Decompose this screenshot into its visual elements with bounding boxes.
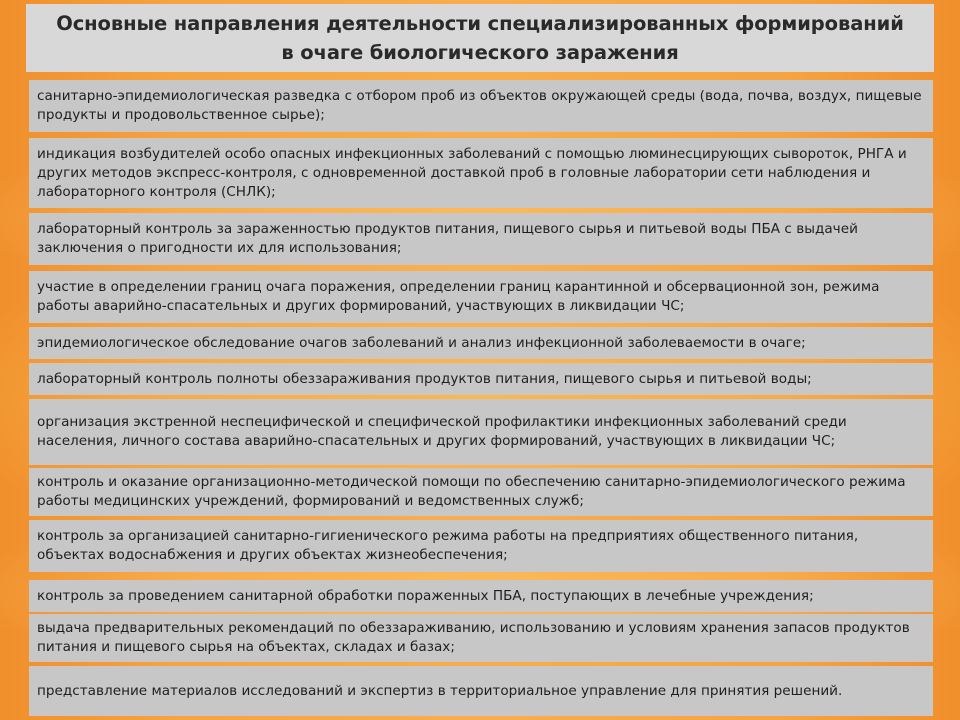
list-item-12 [29, 666, 933, 716]
list-item-1-text: санитарно-эпидемиологическая разведка с отбором проб из объектов окружающей среды (вода, почва, воздух, пищевые продукты и продовольственное сырье); [37, 88, 922, 123]
list-item-6-text: лабораторный контроль полноты обеззараживания продуктов питания, пищевого сырья и питьевой воды; [37, 370, 812, 387]
list-item-8-text: контроль и оказание организационно-методической помощи по обеспечению санитарно-эпидемиологического режима работы медицинских учреждений, формирований и ведомственных служб; [37, 474, 906, 509]
list-item-7 [29, 399, 933, 465]
list-item-2-text: индикация возбудителей особо опасных инфекционных заболеваний с помощью люминесцирующих сывороток, РНГА и других методов экспресс-контроля, с одновременной доставкой проб в головные лаборатории сети наблюдения и лабораторного контроля (СНЛК); [37, 145, 907, 200]
list-item-11 [29, 614, 933, 662]
list-item-2 [29, 138, 933, 208]
slide-title-line-1: Основные направления деятельности специализированных формирований [56, 12, 904, 35]
list-item-9-text: контроль за организацией санитарно-гигиенического режима работы на предприятиях общественного питания, объектах водоснабжения и других объектах жизнеобеспечения; [37, 528, 859, 563]
list-item-1 [29, 80, 933, 132]
list-item-7-text: организация экстренной неспецифической и специфической профилактики инфекционных заболеваний среди населения, личного состава аварийно-спасательных и других формирований, участвующих в ликвидации ЧС; [37, 414, 847, 449]
list-item-6 [29, 363, 933, 395]
list-item-8 [29, 468, 933, 516]
list-item-3-text: лабораторный контроль за зараженностью продуктов питания, пищевого сырья и питьевой воды ПБА с выдачей заключения о пригодности их для использования; [37, 221, 858, 256]
list-item-5-text: эпидемиологическое обследование очагов заболеваний и анализ инфекционной заболеваемости в очаге; [37, 334, 806, 351]
list-item-4-text: участие в определении границ очага поражения, определении границ карантинной и обсервационной зон, режима работы аварийно-спасательных и других формирований, участвующих в ликвидации ЧС; [37, 279, 880, 314]
list-item-3 [29, 213, 933, 265]
list-item-11-text: выдача предварительных рекомендаций по обеззараживанию, использованию и условиям хранения запасов продуктов питания и пищевого сырья на объектах, складах и базах; [37, 620, 910, 655]
list-item-10 [29, 580, 933, 612]
list-item-10-text: контроль за проведением санитарной обработки пораженных ПБА, поступающих в лечебные учреждения; [37, 587, 814, 604]
list-item-9 [29, 520, 933, 572]
list-item-5 [29, 327, 933, 359]
list-item-4 [29, 271, 933, 323]
list-item-12-text: представление материалов исследований и экспертиз в территориальное управление для принятия решений. [37, 682, 843, 699]
slide-title-line-2: в очаге биологического заражения [281, 41, 679, 64]
